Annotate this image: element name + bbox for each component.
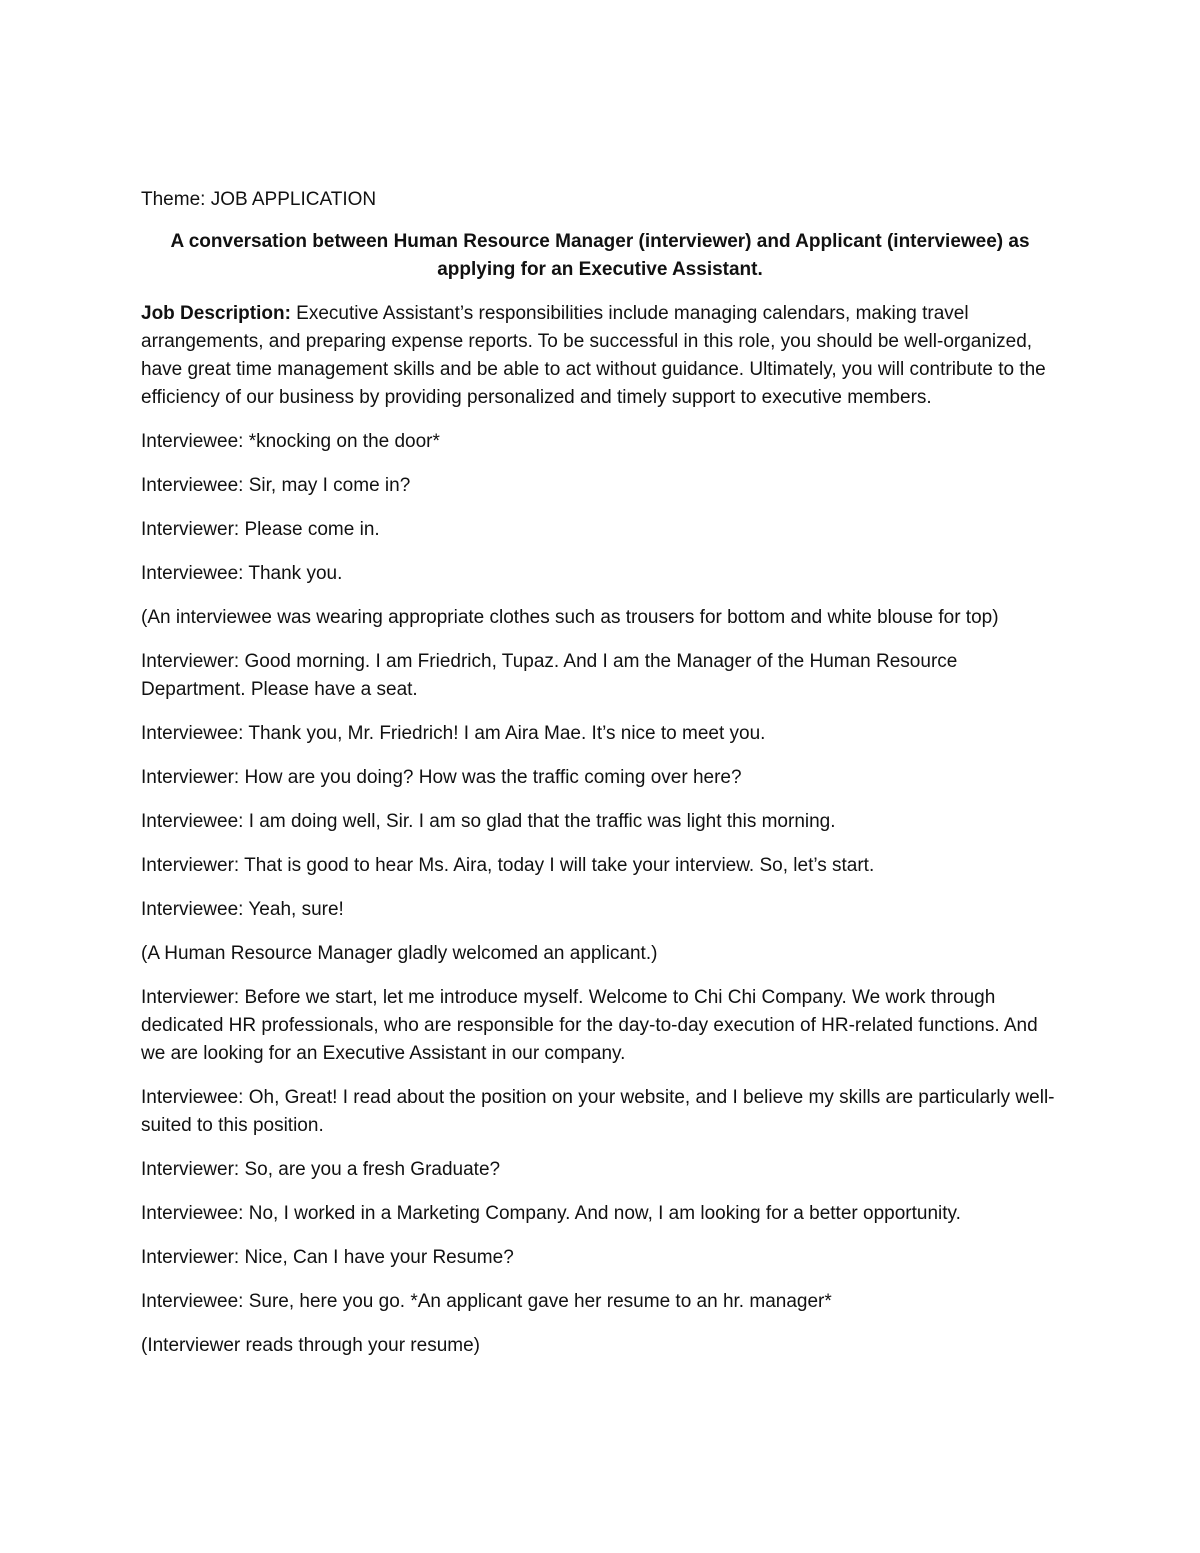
dialogue-line: Interviewee: Oh, Great! I read about the position on your website, and I believe my skills are particularly well-suited to this position. <box>141 1087 1055 1136</box>
dialogue-line: Interviewee: Thank you. <box>141 563 343 584</box>
dialogue-line: Interviewer: Nice, Can I have your Resume? <box>141 1247 514 1268</box>
dialogue-line: Interviewee: I am doing well, Sir. I am so glad that the traffic was light this morning. <box>141 811 836 832</box>
dialogue-line: Interviewer: Good morning. I am Friedrich, Tupaz. And I am the Manager of the Human Resource Department. Please have a seat. <box>141 651 958 700</box>
dialogue-line: Interviewee: Sir, may I come in? <box>141 475 411 496</box>
document-heading: A conversation between Human Resource Manager (interviewer) and Applicant (interviewee) as applying for an Executive Assistant. <box>170 231 1030 280</box>
dialogue-line: Interviewee: *knocking on the door* <box>141 431 440 452</box>
dialogue-line: Interviewer: So, are you a fresh Graduate? <box>141 1159 501 1180</box>
job-description-label: Job Description: <box>141 303 291 324</box>
dialogue-line: Interviewee: No, I worked in a Marketing Company. And now, I am looking for a better opportunity. <box>141 1203 961 1224</box>
dialogue-line: Interviewer: Please come in. <box>141 519 380 540</box>
dialogue-line: Interviewee: Yeah, sure! <box>141 899 344 920</box>
job-description-text: Executive Assistant’s responsibilities include managing calendars, making travel arrangements, and preparing expense reports. To be successful in this role, you should be well-organized, have great time management skills and be able to act without guidance. Ultimately, you will contribute to the efficiency of our business by providing personalized and timely support to executive members. <box>141 303 1046 408</box>
job-description <box>141 300 1059 412</box>
dialogue-line: Interviewer: That is good to hear Ms. Aira, today I will take your interview. So, let’s start. <box>141 855 875 876</box>
stage-direction: (An interviewee was wearing appropriate clothes such as trousers for bottom and white blouse for top) <box>141 607 999 628</box>
stage-direction: (Interviewer reads through your resume) <box>141 1335 480 1356</box>
theme-line: Theme: JOB APPLICATION <box>141 189 377 210</box>
dialogue-line: Interviewee: Thank you, Mr. Friedrich! I am Aira Mae. It’s nice to meet you. <box>141 723 766 744</box>
dialogue-line: Interviewee: Sure, here you go. *An applicant gave her resume to an hr. manager* <box>141 1291 832 1312</box>
dialogue-line: Interviewer: How are you doing? How was the traffic coming over here? <box>141 767 742 788</box>
stage-direction: (A Human Resource Manager gladly welcomed an applicant.) <box>141 943 658 964</box>
dialogue-line: Interviewer: Before we start, let me introduce myself. Welcome to Chi Chi Company. We work through dedicated HR professionals, who are responsible for the day-to-day execution of HR-related functions. And we are looking for an Executive Assistant in our company. <box>141 987 1038 1064</box>
document-body <box>141 186 1059 1376</box>
